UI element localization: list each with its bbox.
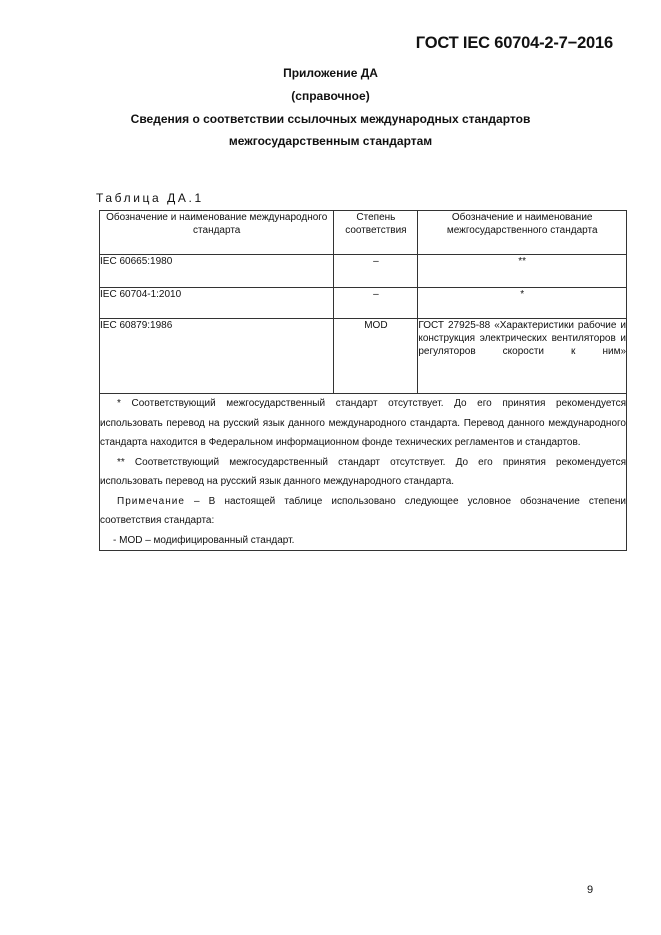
footnote-double-asterisk: ** Соответствующий межгосударственный стандарт отсутствует. До его принятия рекомендуется использовать перевод на русский язык данного международного стандарта. [100,456,626,487]
table-notes [100,394,627,551]
document-code: ГОСТ IEC 60704-2-7−2016 [415,34,613,52]
appendix-heading [0,62,661,152]
note-mod-definition: - MOD – модифицированный стандарт. [113,534,295,546]
cell-international: IEC 60879:1986 [100,319,334,394]
cell-international: IEC 60665:1980 [100,255,334,288]
cell-interstate: ** [418,255,627,288]
appendix-title-line-2: межгосударственным стандартам [228,134,433,148]
column-header-international: Обозначение и наименование международного стандарта [100,211,334,255]
table-row [100,319,627,394]
column-header-interstate: Обозначение и наименование межгосударственного стандарта [418,211,627,255]
standards-table [99,210,627,551]
table-notes-row [100,394,627,551]
page-number: 9 [587,884,594,896]
table-note [100,492,626,531]
cell-interstate: ГОСТ 27925-88 «Характеристики рабочие и конструкция электрических вентиляторов и регуляторов скорости к ним» [418,319,627,394]
table-row [100,288,627,319]
table-row [100,255,627,288]
appendix-kind: (справочное) [291,89,370,103]
footnote-single-asterisk: * Соответствующий межгосударственный стандарт отсутствует. До его принятия рекомендуется использовать перевод на русский язык данного международного стандарта. Перевод данного международного стандарта находится в Федеральном информационном фонде технических регламентов и стандартов. [100,398,626,448]
table-caption: Таблица ДА.1 [96,191,204,205]
column-header-degree: Степень соответствия [334,211,418,255]
appendix-title-line-1: Сведения о соответствии ссылочных международных стандартов [130,112,531,126]
cell-degree: – [334,255,418,288]
note-text: – В настоящей таблице использовано следующее условное обозначение степени соответствия стандарта: [100,495,626,526]
cell-international: IEC 60704-1:2010 [100,288,334,319]
table-header-row [100,211,627,255]
cell-degree: – [334,288,418,319]
cell-interstate: * [418,288,627,319]
appendix-title: Приложение ДА [283,66,378,80]
note-label: Примечание [117,495,185,507]
cell-degree: MOD [334,319,418,394]
